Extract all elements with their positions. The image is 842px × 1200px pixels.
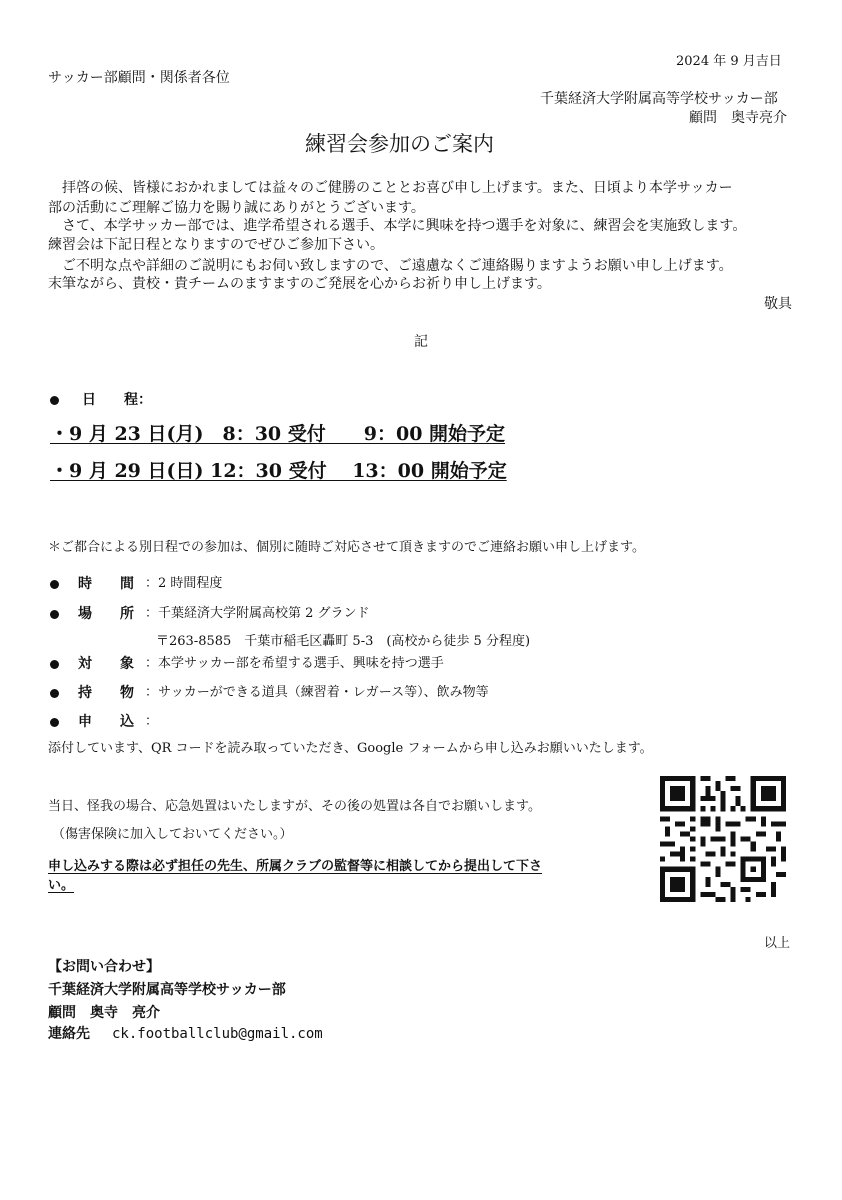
document-date: 2024 年 9 月吉日 xyxy=(676,54,782,69)
schedule-label: 日 程： xyxy=(82,392,152,408)
contact-email-label: 連絡先 xyxy=(48,1026,90,1042)
apply-text: 添付しています、QR コードを読み取っていただき、Google フォームから申し込みお願いいたします。 xyxy=(48,741,653,756)
warning-line-1: 申し込みする際は必ず担任の先生、所属クラブの監督等に相談してから提出して下さ xyxy=(48,859,543,874)
notice-line-1: 当日、怪我の場合、応急処置はいたしますが、その後の処置は各自でお願いします。 xyxy=(48,799,541,814)
body-line: 練習会は下記日程となりますのでぜひご参加下さい。 xyxy=(48,237,384,253)
sender-school: 千葉経済大学附属高等学校サッカー部 xyxy=(540,91,778,107)
bullet-icon xyxy=(50,580,59,589)
contact-heading: 【お問い合わせ】 xyxy=(48,959,160,975)
end-mark: 以上 xyxy=(764,936,791,951)
target-label: 対 象 xyxy=(78,656,134,672)
apply-label: 申 込 xyxy=(78,714,134,730)
time-value: ：2 時間程度 xyxy=(145,576,223,591)
bullet-icon xyxy=(50,610,59,619)
place-label: 場 所 xyxy=(78,606,134,622)
bullet-icon xyxy=(50,689,59,698)
schedule-note: ＊ご都合による別日程での参加は、個別に随時ご対応させて頂きますのでご連絡お願い申し上げます。 xyxy=(48,540,645,555)
bullet-icon xyxy=(50,396,59,405)
body-line: ご不明な点や詳細のご説明にもお伺い致しますので、ご遠慮なくご連絡賜りますようお願い申し上げます。 xyxy=(62,258,733,274)
bullet-icon xyxy=(50,660,59,669)
page-title: 練習会参加のご案内 xyxy=(305,132,494,156)
place-value: ：千葉経済大学附属高校第 2 グランド xyxy=(145,606,370,621)
target-value: ：本学サッカー部を希望する選手、興味を持つ選手 xyxy=(145,656,444,671)
bullet-icon xyxy=(50,718,59,727)
closing-keigu: 敬具 xyxy=(764,296,792,312)
schedule-line-1: ・9 月 23 日(月) 8：30 受付 9：00 開始予定 xyxy=(50,423,506,445)
body-line: 拝啓の候、皆様におかれましては益々のご健勝のこととお喜び申し上げます。また、日頃より本学サッカー xyxy=(62,180,733,196)
address: 〒263-8585 千葉市稲毛区轟町 5-3 (高校から徒歩 5 分程度) xyxy=(156,634,531,649)
ki-mark: 記 xyxy=(414,334,428,350)
body-line: 部の活動にご理解ご協力を賜り誠にありがとうございます。 xyxy=(48,200,425,216)
contact-email-link[interactable]: ck.footballclub@gmail.com xyxy=(112,1026,323,1042)
items-label: 持 物 xyxy=(78,685,134,701)
contact-advisor: 顧問 奥寺 亮介 xyxy=(48,1005,160,1021)
body-line: 末筆ながら、貴校・貴チームのますますのご発展を心からお祈り申し上げます。 xyxy=(48,276,551,292)
contact-school: 千葉経済大学附属高等学校サッカー部 xyxy=(48,982,286,998)
warning-line-2: い。 xyxy=(48,878,75,893)
body-line: さて、本学サッカー部では、進学希望される選手、本学に興味を持つ選手を対象に、練習会を実施致します。 xyxy=(62,218,747,234)
schedule-line-2: ・9 月 29 日(日) 12：30 受付 13：00 開始予定 xyxy=(50,460,507,482)
items-value: ：サッカーができる道具（練習着・レガース等）、飲み物等 xyxy=(145,685,489,700)
sender-name: 顧問 奥寺亮介 xyxy=(689,110,787,126)
qr-code-icon[interactable] xyxy=(660,776,786,902)
apply-value: ： xyxy=(145,714,159,729)
notice-line-2: （傷害保険に加入しておいてください。） xyxy=(52,827,293,842)
time-label: 時 間 xyxy=(78,576,134,592)
recipient: サッカー部顧問・関係者各位 xyxy=(48,70,230,86)
